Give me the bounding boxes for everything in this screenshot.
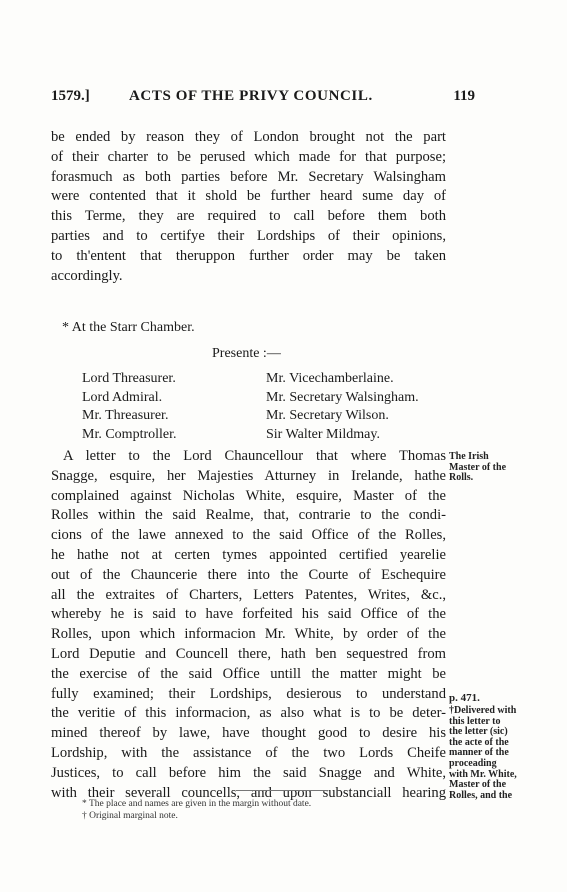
attendee-name: Lord Admiral. <box>82 389 163 405</box>
text-line: with their severall councells, and upon substanciall hearing <box>51 784 446 801</box>
page-number: 119 <box>453 88 475 104</box>
running-head-title: ACTS OF THE PRIVY COUNCIL. <box>129 88 373 104</box>
paragraph-letter <box>51 447 446 803</box>
text-line: parties and to certifye their Lordships of their opinions, <box>51 227 446 244</box>
text-line: the veritie of this informacion, as also what is to be deter- <box>51 705 446 722</box>
meeting-heading: * At the Starr Chamber. <box>62 320 195 335</box>
attendee-name: Mr. Comptroller. <box>82 426 177 442</box>
attendee-list <box>82 370 452 444</box>
text-line: of their charter to be perused which made for that purpose; <box>51 148 446 165</box>
text-line: this Terme, they are required to call before them both <box>51 208 446 225</box>
margin-note-line: Rolles, and the <box>449 789 513 801</box>
attendee-row <box>82 370 452 389</box>
margin-note-line: Master of the <box>449 779 507 791</box>
attendee-row <box>82 426 452 445</box>
text-line: Snagge, esquire, her Majesties Atturney in Irelande, hathe <box>51 467 446 484</box>
running-head <box>51 88 475 110</box>
footnote-divider <box>236 790 328 791</box>
margin-note-line: proceading <box>449 757 497 769</box>
margin-note-line: this letter to <box>449 715 501 727</box>
attendee-name: Mr. Secretary Walsingham. <box>266 389 419 405</box>
text-line: cions of the lawe annexed to the said Office of the Rolles, <box>51 527 446 544</box>
attendee-name: Mr. Secretary Wilson. <box>266 408 389 424</box>
text-line: whereby he is said to have forfeited his said Office of the <box>51 606 446 623</box>
text-line: Rolles, upon which informacion Mr. White, by order of the <box>51 626 446 643</box>
footnotes <box>82 798 311 822</box>
margin-note-line: with Mr. White, <box>449 768 517 780</box>
text-line: to th'entent that theruppon further order may be taken <box>51 247 446 264</box>
text-line: forasmuch as both parties before Mr. Secretary Walsingham <box>51 168 446 185</box>
text-line: Rolles within the said Realme, that, contrarie to the condi- <box>51 507 446 524</box>
text-line: Lord Deputie and Councell there, hath ben sequestred from <box>51 645 446 662</box>
attendee-row <box>82 389 452 408</box>
text-line: be ended by reason they of London brought not the part <box>51 129 446 145</box>
text-line: Justices, to call before him the said Snagge and White, <box>51 764 446 781</box>
footnote: * The place and names are given in the margin without date. <box>82 799 312 809</box>
text-line: the exercise of the said Office untill the matter might be <box>51 665 446 682</box>
attendee-row <box>82 407 452 426</box>
text-line: were contented that it shold be further heard sume day of <box>51 188 446 205</box>
margin-page-reference: p. 471. <box>449 692 480 704</box>
text-line: fully examined; their Lordships, desierous to understand <box>51 685 446 702</box>
margin-note-irish-master <box>449 452 531 484</box>
attendee-name: Sir Walter Mildmay. <box>266 426 380 442</box>
text-line: accordingly. <box>51 267 123 284</box>
margin-note-line: Master of the <box>449 461 507 473</box>
margin-note-line: †Delivered with <box>449 705 517 716</box>
running-head-year: 1579.] <box>51 88 90 104</box>
text-line: all the extraites of Charters, Letters Patentes, Writes, &c., <box>51 586 446 603</box>
text-line: out of the Chauncerie there into the Courte of Eschequire <box>51 566 446 583</box>
text-line: A letter to the Lord Chauncellour that where Thomas <box>63 448 446 464</box>
text-line: complained against Nicholas White, esquire, Master of the <box>51 487 446 504</box>
margin-note-line: Rolls. <box>449 472 474 484</box>
text-line: Lordship, with the assistance of the two Lords Cheife <box>51 744 446 761</box>
text-line: he hathe not at certen tymes appointed certified yearelie <box>51 546 446 563</box>
attendee-name: Lord Threasurer. <box>82 371 176 386</box>
presente-heading: Presente :— <box>212 346 281 361</box>
text-line: mined thereof by lawe, have thought good to desire his <box>51 725 446 742</box>
footnote: † Original marginal note. <box>82 811 178 821</box>
attendee-name: Mr. Threasurer. <box>82 408 169 424</box>
attendee-name: Mr. Vicechamberlaine. <box>266 371 394 386</box>
paragraph-continued <box>51 128 446 286</box>
margin-note-line: the letter (sic) <box>449 726 508 738</box>
margin-note-line: the acte of the <box>449 736 509 748</box>
margin-note-line: The Irish <box>449 451 489 462</box>
margin-note-delivered <box>449 706 531 801</box>
margin-note-line: manner of the <box>449 747 509 759</box>
